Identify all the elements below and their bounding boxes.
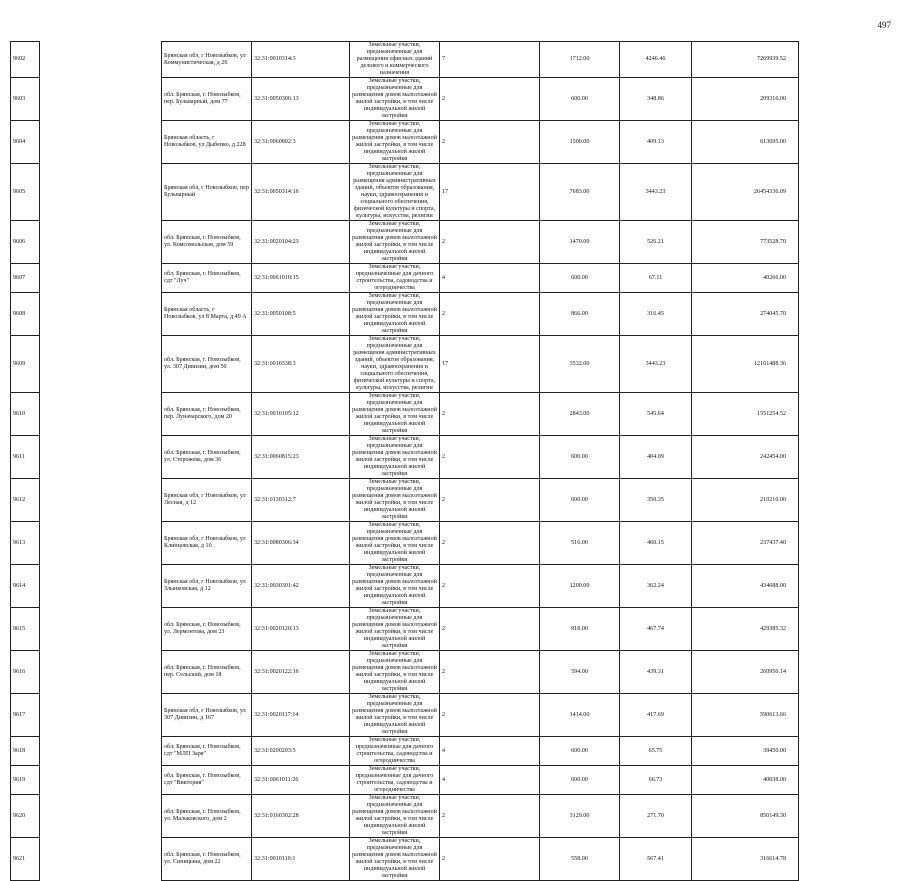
row-gap <box>40 221 162 264</box>
table-row <box>11 795 799 838</box>
cadastral-value-cell: 613695.00 <box>692 121 799 164</box>
row-gap <box>40 737 162 766</box>
cadastral-number-cell: 32:31:0050306:13 <box>252 78 350 121</box>
table-row <box>11 608 799 651</box>
address-cell: Брянская область, г Новозыбков, ул Дыбенко, д 228 <box>162 121 252 164</box>
row-gap <box>40 393 162 436</box>
land-use-cell: Земельные участки, предназначенные для размещения домов малоэтажной жилой застройки, в том числе индивидуальной жилой застройки <box>350 293 440 336</box>
row-number: 9621 <box>11 838 40 881</box>
area-cell: 1712.00 <box>540 42 620 78</box>
category-cell: 17 <box>440 164 540 221</box>
cadastral-value-cell: 773528.70 <box>692 221 799 264</box>
area-cell: 600.00 <box>540 78 620 121</box>
land-use-cell: Земельные участки, предназначенные для размещения домов малоэтажной жилой застройки, в том числе индивидуальной жилой застройки <box>350 651 440 694</box>
cadastral-number-cell: 32:31:0030301:42 <box>252 565 350 608</box>
row-number: 9612 <box>11 479 40 522</box>
category-cell: 2 <box>440 838 540 881</box>
category-cell: 2 <box>440 608 540 651</box>
land-use-cell: Земельные участки, предназначенные для размещения административных зданий, объектов образования, науки, здравоохранения и социального обеспечения, физической культуры и спорта, культуры, искусства, религии <box>350 164 440 221</box>
land-parcel-table <box>10 41 799 881</box>
area-cell: 7683.00 <box>540 164 620 221</box>
row-gap <box>40 795 162 838</box>
land-use-cell: Земельные участки, предназначенные для размещения офисных зданий делового и коммерческого назначения <box>350 42 440 78</box>
cadastral-number-cell: 32:31:0010110:1 <box>252 838 350 881</box>
address-cell: обл. Брянская, г. Новозыбков, ул. Синицына, дом 22 <box>162 838 252 881</box>
specific-value-cell: 460.15 <box>620 522 692 565</box>
area-cell: 600.00 <box>540 436 620 479</box>
specific-value-cell: 66.73 <box>620 766 692 795</box>
table-row <box>11 766 799 795</box>
category-cell: 4 <box>440 264 540 293</box>
row-gap <box>40 838 162 881</box>
cadastral-value-cell: 274045.70 <box>692 293 799 336</box>
cadastral-value-cell: 40266.00 <box>692 264 799 293</box>
row-number: 9604 <box>11 121 40 164</box>
category-cell: 2 <box>440 293 540 336</box>
cadastral-number-cell: 32:31:0080306:34 <box>252 522 350 565</box>
category-cell: 17 <box>440 336 540 393</box>
cadastral-number-cell: 32:31:0050108:5 <box>252 293 350 336</box>
cadastral-number-cell: 32:31:0160302:28 <box>252 795 350 838</box>
cadastral-number-cell: 32:31:0050314:16 <box>252 164 350 221</box>
row-gap <box>40 479 162 522</box>
category-cell: 2 <box>440 436 540 479</box>
area-cell: 558.00 <box>540 838 620 881</box>
row-number: 9605 <box>11 164 40 221</box>
land-use-cell: Земельные участки, предназначенные для размещения домов малоэтажной жилой застройки, в том числе индивидуальной жилой застройки <box>350 565 440 608</box>
cadastral-number-cell: 32:31:0020120:13 <box>252 608 350 651</box>
row-number: 9606 <box>11 221 40 264</box>
area-cell: 594.00 <box>540 651 620 694</box>
specific-value-cell: 567.41 <box>620 838 692 881</box>
table-row <box>11 221 799 264</box>
area-cell: 1500.00 <box>540 121 620 164</box>
area-cell: 600.00 <box>540 479 620 522</box>
category-cell: 4 <box>440 737 540 766</box>
specific-value-cell: 65.75 <box>620 737 692 766</box>
specific-value-cell: 526.21 <box>620 221 692 264</box>
row-gap <box>40 766 162 795</box>
cadastral-value-cell: 40038.00 <box>692 766 799 795</box>
table-row <box>11 565 799 608</box>
land-use-cell: Земельные участки, предназначенные для размещения домов малоэтажной жилой застройки, в том числе индивидуальной жилой застройки <box>350 838 440 881</box>
table-row <box>11 393 799 436</box>
row-number: 9602 <box>11 42 40 78</box>
cadastral-value-cell: 590613.66 <box>692 694 799 737</box>
category-cell: 2 <box>440 694 540 737</box>
area-cell: 600.00 <box>540 264 620 293</box>
address-cell: обл. Брянская, г. Новозыбков, сдт "Виктория" <box>162 766 252 795</box>
specific-value-cell: 350.35 <box>620 479 692 522</box>
land-use-cell: Земельные участки, предназначенные для размещения домов малоэтажной жилой застройки, в том числе индивидуальной жилой застройки <box>350 694 440 737</box>
cadastral-number-cell: 32:31:0020117:14 <box>252 694 350 737</box>
address-cell: Брянская область, г Новозыбков, ул 8 Марта, д 49 А <box>162 293 252 336</box>
table-row <box>11 164 799 221</box>
row-number: 9609 <box>11 336 40 393</box>
specific-value-cell: 409.13 <box>620 121 692 164</box>
land-use-cell: Земельные участки, предназначенные для размещения домов малоэтажной жилой застройки, в том числе индивидуальной жилой застройки <box>350 522 440 565</box>
cadastral-value-cell: 316614.78 <box>692 838 799 881</box>
row-gap <box>40 522 162 565</box>
specific-value-cell: 348.86 <box>620 78 692 121</box>
land-use-cell: Земельные участки, предназначенные для размещения домов малоэтажной жилой застройки, в том числе индивидуальной жилой застройки <box>350 795 440 838</box>
table-body <box>11 42 799 881</box>
category-cell: 2 <box>440 78 540 121</box>
land-use-cell: Земельные участки, предназначенные для размещения домов малоэтажной жилой застройки, в том числе индивидуальной жилой застройки <box>350 393 440 436</box>
row-number: 9610 <box>11 393 40 436</box>
row-gap <box>40 436 162 479</box>
cadastral-value-cell: 434688.00 <box>692 565 799 608</box>
cadastral-value-cell: 429385.32 <box>692 608 799 651</box>
cadastral-number-cell: 32:31:0061010:15 <box>252 264 350 293</box>
land-use-cell: Земельные участки, предназначенные для размещения домов малоэтажной жилой застройки, в том числе индивидуальной жилой застройки <box>350 436 440 479</box>
address-cell: обл. Брянская, г. Новозыбков, сдт "МЛП Заря" <box>162 737 252 766</box>
table-row <box>11 522 799 565</box>
table-row <box>11 264 799 293</box>
category-cell: 2 <box>440 565 540 608</box>
area-cell: 516.00 <box>540 522 620 565</box>
cadastral-value-cell: 7269939.52 <box>692 42 799 78</box>
category-cell: 4 <box>440 766 540 795</box>
land-use-cell: Земельные участки, предназначенные для размещения домов малоэтажной жилой застройки, в том числе индивидуальной жилой застройки <box>350 608 440 651</box>
row-number: 9611 <box>11 436 40 479</box>
area-cell: 1414.00 <box>540 694 620 737</box>
specific-value-cell: 316.45 <box>620 293 692 336</box>
row-number: 9617 <box>11 694 40 737</box>
address-cell: Брянская обл, г Новозыбков, ул Злынковская, д 12 <box>162 565 252 608</box>
cadastral-value-cell: 12161488.36 <box>692 336 799 393</box>
land-use-cell: Земельные участки, предназначенные для размещения домов малоэтажной жилой застройки, в том числе индивидуальной жилой застройки <box>350 479 440 522</box>
area-cell: 1200.00 <box>540 565 620 608</box>
cadastral-number-cell: 32:31:0020104:23 <box>252 221 350 264</box>
row-gap <box>40 694 162 737</box>
cadastral-number-cell: 32:31:0200203:5 <box>252 737 350 766</box>
table-row <box>11 651 799 694</box>
table-row <box>11 737 799 766</box>
address-cell: Брянская обл, г Новозыбков, ул Лесная, д 12 <box>162 479 252 522</box>
cadastral-number-cell: 32:31:0010314:3 <box>252 42 350 78</box>
category-cell: 2 <box>440 795 540 838</box>
cadastral-value-cell: 39450.00 <box>692 737 799 766</box>
row-number: 9619 <box>11 766 40 795</box>
area-cell: 600.00 <box>540 766 620 795</box>
category-cell: 2 <box>440 651 540 694</box>
row-gap <box>40 42 162 78</box>
address-cell: обл. Брянская, г. Новозыбков, сдт "Луч" <box>162 264 252 293</box>
address-cell: Брянская обл, г Новозыбков, ул 307 Дивизии, д 167 <box>162 694 252 737</box>
category-cell: 7 <box>440 42 540 78</box>
land-use-cell: Земельные участки, предназначенные для размещения домов малоэтажной жилой застройки, в том числе индивидуальной жилой застройки <box>350 221 440 264</box>
row-gap <box>40 264 162 293</box>
row-number: 9607 <box>11 264 40 293</box>
category-cell: 2 <box>440 393 540 436</box>
specific-value-cell: 545.64 <box>620 393 692 436</box>
row-gap <box>40 651 162 694</box>
cadastral-value-cell: 26454336.09 <box>692 164 799 221</box>
row-number: 9608 <box>11 293 40 336</box>
land-use-cell: Земельные участки, предназначенные для дачного строительства, садоводства и огородничества <box>350 737 440 766</box>
specific-value-cell: 417.69 <box>620 694 692 737</box>
land-use-cell: Земельные участки, предназначенные для дачного строительства, садоводства и огородничества <box>350 766 440 795</box>
table-row <box>11 42 799 78</box>
area-cell: 866.00 <box>540 293 620 336</box>
area-cell: 2843.00 <box>540 393 620 436</box>
address-cell: обл. Брянская, г. Новозыбков, ул. Сторожева, дом 36 <box>162 436 252 479</box>
address-cell: Брянская обл, г Новозыбков, пер Бульварный <box>162 164 252 221</box>
specific-value-cell: 362.24 <box>620 565 692 608</box>
category-cell: 2 <box>440 221 540 264</box>
cadastral-number-cell: 32:31:0061011:26 <box>252 766 350 795</box>
row-gap <box>40 293 162 336</box>
row-gap <box>40 608 162 651</box>
cadastral-value-cell: 209316.00 <box>692 78 799 121</box>
address-cell: Брянская обл, г Новозыбков, ул Коммунистическая, д 20 <box>162 42 252 78</box>
address-cell: обл. Брянская, г. Новозыбков, ул. 307 Дивизии, дом 50 <box>162 336 252 393</box>
row-number: 9613 <box>11 522 40 565</box>
cadastral-number-cell: 32:31:0020122:16 <box>252 651 350 694</box>
row-number: 9615 <box>11 608 40 651</box>
category-cell: 2 <box>440 522 540 565</box>
row-gap <box>40 164 162 221</box>
address-cell: обл. Брянская, г. Новозыбков, пер. Бульварный, дом 77 <box>162 78 252 121</box>
cadastral-value-cell: 850149.30 <box>692 795 799 838</box>
row-gap <box>40 121 162 164</box>
table-row <box>11 479 799 522</box>
address-cell: Брянская обл, г Новозыбков, ул Клинцовская, д 10 <box>162 522 252 565</box>
specific-value-cell: 4246.46 <box>620 42 692 78</box>
cadastral-value-cell: 1551254.52 <box>692 393 799 436</box>
address-cell: обл. Брянская, г. Новозыбков, ул. Комсомольская, дом 59 <box>162 221 252 264</box>
row-gap <box>40 336 162 393</box>
land-use-cell: Земельные участки, предназначенные для дачного строительства, садоводства и огородничества <box>350 264 440 293</box>
cadastral-number-cell: 32:31:0060802:3 <box>252 121 350 164</box>
area-cell: 1470.00 <box>540 221 620 264</box>
table-row <box>11 293 799 336</box>
row-number: 9603 <box>11 78 40 121</box>
cadastral-number-cell: 32:31:0130312:7 <box>252 479 350 522</box>
row-number: 9616 <box>11 651 40 694</box>
page-number: 497 <box>877 20 891 30</box>
specific-value-cell: 404.09 <box>620 436 692 479</box>
specific-value-cell: 271.70 <box>620 795 692 838</box>
cadastral-value-cell: 260950.14 <box>692 651 799 694</box>
table-row <box>11 121 799 164</box>
land-use-cell: Земельные участки, предназначенные для размещения административных зданий, объектов образования, науки, здравоохранения и социального обеспечения, физической культуры и спорта, культуры, искусства, религии <box>350 336 440 393</box>
row-gap <box>40 565 162 608</box>
row-number: 9618 <box>11 737 40 766</box>
category-cell: 2 <box>440 121 540 164</box>
table-row <box>11 78 799 121</box>
cadastral-number-cell: 32:31:0060815:23 <box>252 436 350 479</box>
specific-value-cell: 3443.23 <box>620 164 692 221</box>
address-cell: обл. Брянская, г. Новозыбков, пер. Сельский, дом 18 <box>162 651 252 694</box>
table-row <box>11 336 799 393</box>
area-cell: 600.00 <box>540 737 620 766</box>
row-number: 9620 <box>11 795 40 838</box>
specific-value-cell: 3443.23 <box>620 336 692 393</box>
category-cell: 2 <box>440 479 540 522</box>
cadastral-value-cell: 242454.00 <box>692 436 799 479</box>
table-row <box>11 838 799 881</box>
land-use-cell: Земельные участки, предназначенные для размещения домов малоэтажной жилой застройки, в том числе индивидуальной жилой застройки <box>350 78 440 121</box>
address-cell: обл. Брянская, г. Новозыбков, ул. Мальковского, дом 2 <box>162 795 252 838</box>
table-row <box>11 436 799 479</box>
address-cell: обл. Брянская, г. Новозыбков, ул. Лермонтова, дом 23 <box>162 608 252 651</box>
row-number: 9614 <box>11 565 40 608</box>
address-cell: обл. Брянская, г. Новозыбков, пер. Луначарского, дом 20 <box>162 393 252 436</box>
area-cell: 3129.00 <box>540 795 620 838</box>
cadastral-number-cell: 32:31:0010105:12 <box>252 393 350 436</box>
specific-value-cell: 467.74 <box>620 608 692 651</box>
table-row <box>11 694 799 737</box>
cadastral-value-cell: 237437.40 <box>692 522 799 565</box>
area-cell: 3532.00 <box>540 336 620 393</box>
area-cell: 918.00 <box>540 608 620 651</box>
row-gap <box>40 78 162 121</box>
land-use-cell: Земельные участки, предназначенные для размещения домов малоэтажной жилой застройки, в том числе индивидуальной жилой застройки <box>350 121 440 164</box>
cadastral-number-cell: 32:31:0010338:3 <box>252 336 350 393</box>
specific-value-cell: 439.31 <box>620 651 692 694</box>
specific-value-cell: 67.11 <box>620 264 692 293</box>
cadastral-value-cell: 210210.00 <box>692 479 799 522</box>
